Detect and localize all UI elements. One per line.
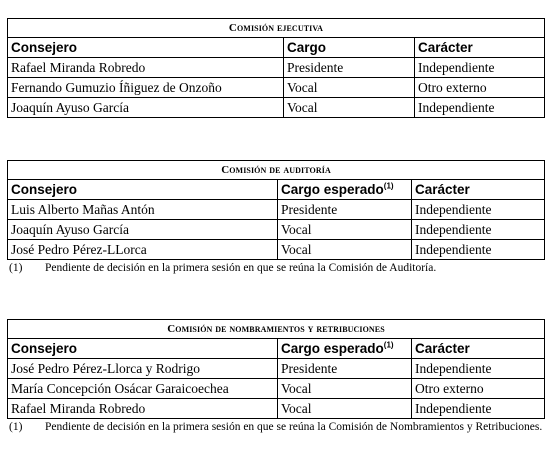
cell-cargo: Vocal	[284, 78, 415, 98]
cell-cargo: Presidente	[278, 359, 412, 379]
column-header-consejero: Consejero	[8, 180, 278, 200]
cell-caracter: Independiente	[412, 399, 545, 419]
cell-consejero: Rafael Miranda Robredo	[8, 58, 284, 78]
table-row	[8, 98, 545, 118]
cell-cargo: Vocal	[278, 220, 412, 240]
footnote-number: (1)	[9, 262, 23, 274]
column-header-cargo-esperado	[278, 180, 412, 200]
cell-consejero: Joaquín Ayuso García	[8, 98, 284, 118]
comision-nombramientos-block	[7, 319, 544, 434]
cell-caracter: Independiente	[415, 58, 545, 78]
footnote-number: (1)	[9, 421, 23, 433]
cell-cargo: Vocal	[278, 379, 412, 399]
cell-consejero: Fernando Gumuzio Íñiguez de Onzoño	[8, 78, 284, 98]
table-row	[8, 200, 545, 220]
column-header-label: Cargo esperado	[281, 181, 384, 197]
cell-cargo: Vocal	[278, 240, 412, 260]
table-row	[8, 379, 545, 399]
column-header-label: Cargo esperado	[281, 340, 384, 356]
footnote	[7, 262, 544, 275]
column-header-cargo: Cargo	[284, 38, 415, 58]
cell-caracter: Independiente	[412, 359, 545, 379]
cell-caracter: Independiente	[415, 98, 545, 118]
table-row	[8, 359, 545, 379]
cell-consejero: María Concepción Osácar Garaicoechea	[8, 379, 278, 399]
comision-ejecutiva-block	[7, 18, 544, 118]
cell-cargo: Vocal	[284, 98, 415, 118]
table-row	[8, 399, 545, 419]
cell-consejero: Rafael Miranda Robredo	[8, 399, 278, 419]
cell-consejero: Joaquín Ayuso García	[8, 220, 278, 240]
cell-consejero: Luis Alberto Mañas Antón	[8, 200, 278, 220]
table-row	[8, 78, 545, 98]
table-title: Comisión ejecutiva	[8, 19, 545, 38]
column-header-caracter: Carácter	[412, 180, 545, 200]
cell-consejero: José Pedro Pérez-Llorca y Rodrigo	[8, 359, 278, 379]
table-row	[8, 58, 545, 78]
column-header-caracter: Carácter	[412, 339, 545, 359]
cell-caracter: Independiente	[412, 240, 545, 260]
cell-caracter: Independiente	[412, 200, 545, 220]
cell-caracter: Otro externo	[412, 379, 545, 399]
cell-caracter: Otro externo	[415, 78, 545, 98]
comision-nombramientos-table	[7, 319, 545, 419]
column-header-caracter: Carácter	[415, 38, 545, 58]
column-header-cargo-esperado	[278, 339, 412, 359]
cell-consejero: José Pedro Pérez-LLorca	[8, 240, 278, 260]
footnote-marker: (1)	[383, 340, 394, 349]
comision-auditoria-block	[7, 160, 544, 275]
footnote-text: Pendiente de decisión en la primera sesión en que se reúna la Comisión de Auditoría.	[45, 262, 437, 274]
comision-ejecutiva-table	[7, 18, 545, 118]
column-header-consejero: Consejero	[8, 339, 278, 359]
table-title: Comisión de auditoría	[8, 161, 545, 180]
comision-auditoria-table	[7, 160, 545, 260]
table-row	[8, 220, 545, 240]
footnote-marker: (1)	[383, 181, 394, 190]
footnote	[7, 421, 544, 434]
cell-cargo: Vocal	[278, 399, 412, 419]
cell-cargo: Presidente	[284, 58, 415, 78]
cell-cargo: Presidente	[278, 200, 412, 220]
column-header-consejero: Consejero	[8, 38, 284, 58]
footnote-text: Pendiente de decisión en la primera sesión en que se reúna la Comisión de Nombramientos y Retribuciones.	[45, 421, 543, 433]
table-title: Comisión de nombramientos y retribuciones	[8, 320, 545, 339]
cell-caracter: Independiente	[412, 220, 545, 240]
table-row	[8, 240, 545, 260]
